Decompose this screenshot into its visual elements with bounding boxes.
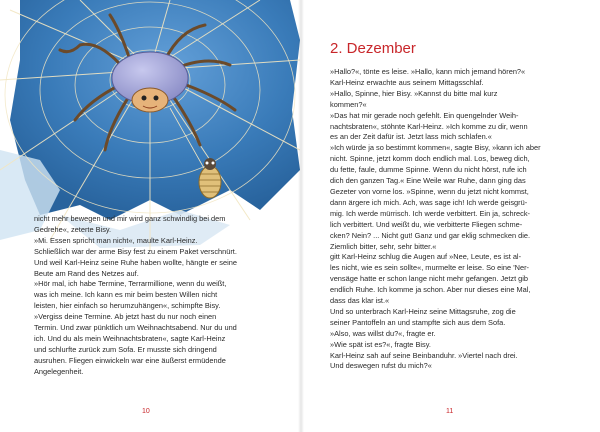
text-line: »Ich würde ja so bestimmt kommen«, sagte Bisy, »kann ich aber xyxy=(330,143,541,153)
text-line: Karl-Heinz erwachte aus seinem Mittagsschlaf. xyxy=(330,77,484,87)
right-page-text xyxy=(330,67,578,372)
text-line: les nicht, wie es sein sollte«, murmelte er leise. So eine 'Ner- xyxy=(330,263,529,273)
text-line: gitt Karl-Heinz schlug die Augen auf »Nee, Leute, es ist al- xyxy=(330,252,522,262)
text-line: Karl-Heinz sah auf seine Beinbanduhr. »Viertel nach drei. xyxy=(330,350,518,360)
text-line: nicht mehr bewegen und mir wird ganz schwindlig bei dem xyxy=(34,214,226,223)
page-number-left: 10 xyxy=(142,408,150,415)
text-line: lich verbittert. Und weißt du, wie verbitterte Fliegen schme- xyxy=(330,219,523,229)
text-line: »Hallo, Spinne, hier Bisy. »Kannst du bitte mal kurz xyxy=(330,88,498,98)
text-line: ich. Und du als mein Weihnachtsbraten«, sagte Karl-Heinz xyxy=(34,333,226,343)
text-line: Gedrehe«, zeterte Bisy. xyxy=(34,224,112,234)
page-number-right: 11 xyxy=(446,408,454,415)
text-line: es an der Zeit dafür ist. Jetzt lass mich schlafen.« xyxy=(330,132,492,142)
text-line: was ich meine. Ich kann es mir beim besten Willen nicht xyxy=(34,290,218,300)
book-gutter xyxy=(298,0,304,432)
text-line: »Also, was willst du?«, fragte er. xyxy=(330,328,436,338)
text-line: seiner Pantoffeln an und stampfte sich aus dem Sofa. xyxy=(330,317,506,327)
text-line: Gezeter von vorne los. »Spinne, wenn du jetzt nicht kommst, xyxy=(330,186,529,196)
text-line: mig. Ich werde mürrisch. Ich werde verbittert. Ein ja, schreck- xyxy=(330,208,531,218)
text-line: Und deswegen rufst du mich?« xyxy=(330,361,432,371)
text-line: Beute am Rand des Netzes auf. xyxy=(34,268,139,278)
chapter-title: 2. Dezember xyxy=(330,40,416,57)
text-line: »Hallo?«, tönte es leise. »Hallo, kann mich jemand hören?« xyxy=(330,67,526,76)
text-line: dass das klar ist.« xyxy=(330,296,390,306)
text-line: leisten, hier einfach so herumzuhängen«, schimpfte Bisy. xyxy=(34,301,221,311)
text-line: »Mi. Essen spricht man nicht«, maulte Karl-Heinz. xyxy=(34,235,198,245)
text-line: Und so unterbrach Karl-Heinz seine Mittagsruhe, zog die xyxy=(330,306,516,316)
text-line: ausruhen. Fliegen einwickeln war eine äußerst ermüdende xyxy=(34,355,226,365)
text-line: »Wie spät ist es?«, fragte Bisy. xyxy=(330,339,431,349)
left-page-text xyxy=(34,214,284,378)
text-line: nachtsbraten«, stöhnte Karl-Heinz. »Ich komme zu dir, wenn xyxy=(330,121,528,131)
text-line: endlich Ruhe. Ich komme ja schon. Aber nur dieses eine Mal, xyxy=(330,285,531,295)
text-line: cken? Nein? ... Nicht gut! Ganz und gar eklig schmecken die. xyxy=(330,230,531,240)
text-line: »Vergiss deine Termine. Ab jetzt hast du nur noch einen xyxy=(34,312,217,322)
text-line: Schließlich war der arme Bisy fest zu einem Paket verschnürt. xyxy=(34,246,237,256)
spider-web-illustration xyxy=(0,0,300,250)
text-line: und schlurfte zurück zum Sofa. Er musste sich dringend xyxy=(34,344,217,354)
text-line: »Das hat mir gerade noch gefehlt. Ein quengelnder Weih- xyxy=(330,110,519,120)
text-line: dann ärgere ich mich. Ach, was sage ich! Ich werde geisgrü- xyxy=(330,197,528,207)
text-line: dich den ganzen Tag.« Eine Weile war Ruhe, dann ging das xyxy=(330,176,526,186)
text-line: Ziemlich bitter, sehr, sehr bitter.« xyxy=(330,241,437,251)
text-line: Termin. Und zwar pünktlich um Weihnachtsabend. Nur du und xyxy=(34,323,237,333)
text-line: »Hör mal, ich habe Termine, Terrarmillione, wenn du weißt, xyxy=(34,279,227,289)
text-line: kommen?« xyxy=(330,99,367,109)
text-line: Angelegenheit. xyxy=(34,366,84,376)
text-line: nicht. Spinne, jetzt komm doch endlich mal. Los, beweg dich, xyxy=(330,154,530,164)
right-page xyxy=(330,40,578,372)
text-line: Und weil Karl-Heinz seine Ruhe haben wollte, hängte er seine xyxy=(34,257,237,267)
text-line: du fette, faule, dumme Spinne. Wenn du nicht hörst, rufe ich xyxy=(330,165,527,175)
text-line: vensäge hatte er schon lange nicht mehr gefangen. Jetzt gib xyxy=(330,274,529,284)
